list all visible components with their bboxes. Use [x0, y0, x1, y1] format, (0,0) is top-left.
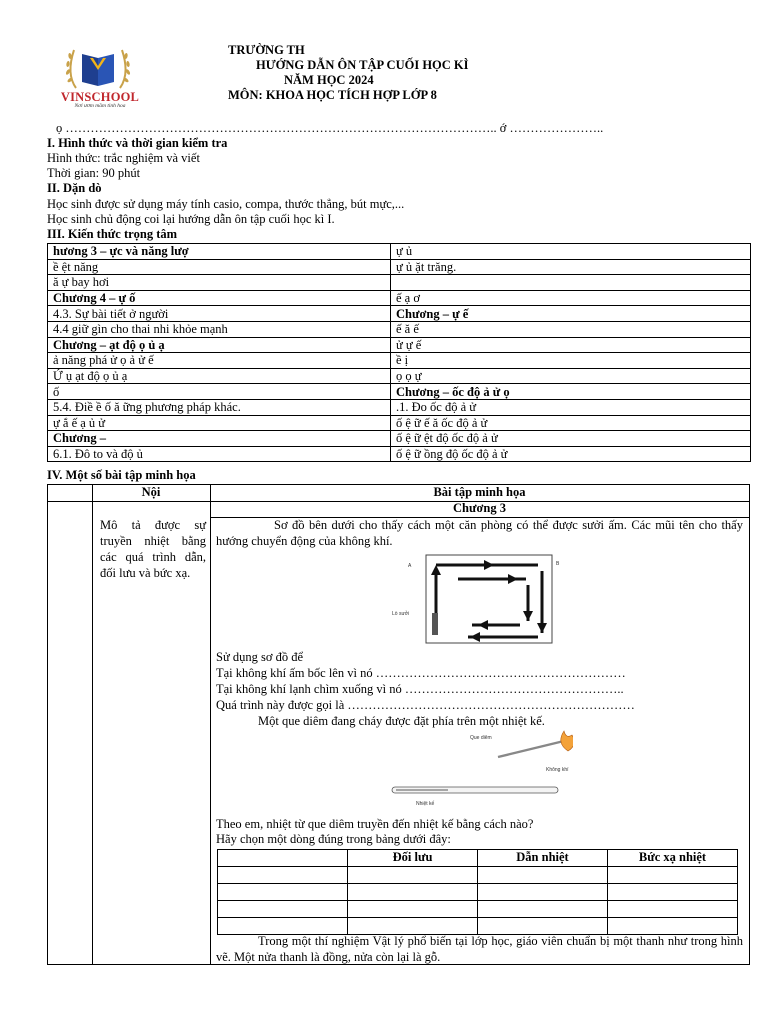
learning-outcome: Mô tả được sự truyền nhiệt bằng các quá trình dẫn, đối lưu và bức xạ.	[100, 518, 206, 580]
book-icon	[82, 54, 114, 86]
subject-line: MÔN: KHOA HỌC TÍCH HỢP LỚP 8	[228, 88, 437, 102]
knowledge-cell-right	[391, 275, 751, 291]
label-thermometer: Nhiệt kế	[416, 801, 435, 807]
knowledge-cell-left: ă ự bay hơi	[48, 275, 391, 291]
document-title: HƯỚNG DẪN ÔN TẬP CUỐI HỌC KÌ	[256, 58, 469, 72]
options-header-blank	[218, 850, 348, 867]
paragraph-rod-experiment: Trong một thí nghiệm Vật lý phổ biến tại lớp học, giáo viên chuẩn bị một thanh như trong hình vẽ. Một nửa thanh là đồng, nửa còn lại là gỗ.	[216, 934, 743, 964]
student-info-line: ọ ………………………………………………………………………………………….. ớ …………………..	[56, 121, 604, 135]
knowledge-cell-right: Chương – ốc độ ả ử ọ	[391, 384, 751, 400]
knowledge-row	[48, 415, 751, 431]
match-stick-icon	[498, 741, 564, 757]
knowledge-cell-left: ề ệt năng	[48, 259, 391, 275]
knowledge-cell-right: ố ệ ữ ồng độ ốc độ ả ử	[391, 446, 751, 462]
knowledge-row	[48, 353, 751, 369]
label-match: Que diêm	[470, 735, 492, 741]
answer-options-table	[217, 849, 738, 935]
knowledge-cell-right: ố ệ ữ ệt độ ốc độ ả ử	[391, 431, 751, 447]
knowledge-cell-left: ự ắ ế ạ ủ ử	[48, 415, 391, 431]
section-4-title: IV. Một số bài tập minh họa	[47, 468, 196, 482]
section-3-title: III. Kiến thức trọng tâm	[47, 227, 178, 241]
label-b: B	[556, 561, 560, 567]
question-process-name: Quá trình này được gọi là ……………………………………………………………	[216, 698, 635, 712]
knowledge-row	[48, 275, 751, 291]
knowledge-cell-left: Chương 4 – ự ố	[48, 290, 391, 306]
paragraph-heating: Sơ đồ bên dưới cho thấy cách một căn phòng có thể được sưởi ấm. Các mũi tên cho thấy hướng chuyển động của không khí.	[216, 518, 743, 548]
use-diagram-line: Sử dụng sơ đồ để	[216, 650, 303, 664]
section-1-format: Hình thức: trắc nghiệm và viết	[47, 151, 200, 165]
knowledge-row	[48, 368, 751, 384]
section-2-title: II. Dặn dò	[47, 181, 102, 195]
knowledge-cell-left: Ứ ụ ạt độ ọ ủ ạ	[48, 368, 391, 384]
label-air: Không khí	[546, 767, 569, 773]
convection-diagram	[388, 553, 563, 649]
knowledge-row	[48, 337, 751, 353]
knowledge-cell-right: ế ạ ơ	[391, 290, 751, 306]
match-thermometer-diagram	[388, 729, 573, 809]
heater-icon	[432, 613, 438, 635]
knowledge-cell-left: ả năng phá ử ọ ả ử ế	[48, 353, 391, 369]
knowledge-row	[48, 399, 751, 415]
knowledge-cell-left: hương 3 – ực và năng lượ	[48, 244, 391, 260]
question-cold-air: Tại không khí lạnh chìm xuống vì nó ……………………………………………..	[216, 682, 624, 696]
knowledge-cell-left: Chương – ạt độ ọ ủ ạ	[48, 337, 391, 353]
label-heater: Lò sưởi	[392, 611, 410, 617]
paragraph-match: Một que diêm đang cháy được đặt phía trên một nhiệt kế.	[258, 714, 545, 728]
knowledge-row	[48, 431, 751, 447]
knowledge-cell-right: ọ ọ ự	[391, 368, 751, 384]
section-2-line-2: Học sinh chủ động coi lại hướng dẫn ôn tập cuối học kì I.	[47, 212, 335, 226]
knowledge-row	[48, 259, 751, 275]
logo-wordmark: VINSCHOOL	[60, 90, 140, 104]
airflow-arrow-icon	[436, 565, 542, 637]
options-header-conduction: Dẫn nhiệt	[478, 850, 608, 867]
knowledge-cell-left: 4.3. Sự bài tiết ở người	[48, 306, 391, 322]
label-a: A	[408, 563, 412, 569]
knowledge-cell-left: 6.1. Đô to và độ ủ	[48, 446, 391, 462]
section-1-title: I. Hình thức và thời gian kiểm tra	[47, 136, 228, 150]
knowledge-table	[47, 243, 751, 462]
chapter-heading: Chương 3	[453, 501, 506, 515]
school-year: NĂM HỌC 2024	[284, 73, 374, 87]
question-warm-air: Tại không khí ấm bốc lên vì nó ……………………………………………………	[216, 666, 626, 680]
exercise-table	[47, 484, 750, 965]
knowledge-row	[48, 446, 751, 462]
options-header-row	[218, 850, 738, 867]
knowledge-cell-right: ử ự ế	[391, 337, 751, 353]
knowledge-cell-right: ế ă ế	[391, 321, 751, 337]
options-header-convection: Đối lưu	[348, 850, 478, 867]
knowledge-row	[48, 384, 751, 400]
knowledge-cell-left: 4.4 giữ gìn cho thai nhi khỏe mạnh	[48, 321, 391, 337]
knowledge-cell-right: ự ủ ặt trăng.	[391, 259, 751, 275]
logo-tagline: Nơi ươm mầm tinh hoa	[74, 103, 126, 109]
knowledge-cell-left: ố	[48, 384, 391, 400]
knowledge-cell-right: ề ị	[391, 353, 751, 369]
knowledge-cell-right: Chương – ự ế	[391, 306, 751, 322]
col-header-content: Nội	[141, 485, 161, 499]
section-1-time: Thời gian: 90 phút	[47, 166, 141, 180]
question-heat-transfer: Theo em, nhiệt từ que diêm truyền đến nhiệt kế bằng cách nào?	[216, 817, 534, 831]
option-row[interactable]	[218, 884, 738, 901]
knowledge-cell-right: ự ủ	[391, 244, 751, 260]
knowledge-row	[48, 244, 751, 260]
flame-icon	[561, 731, 573, 751]
options-header-radiation: Bức xạ nhiệt	[608, 850, 738, 867]
knowledge-cell-left: 5.4. Điề ề ố ă ững phương pháp khác.	[48, 399, 391, 415]
knowledge-row	[48, 290, 751, 306]
option-row[interactable]	[218, 867, 738, 884]
knowledge-row	[48, 306, 751, 322]
option-row[interactable]	[218, 901, 738, 918]
section-2-line-1: Học sinh được sử dụng máy tính casio, compa, thước thẳng, bút mực,...	[47, 197, 405, 211]
question-choose-row: Hãy chọn một dòng đúng trong bảng dưới đây:	[216, 832, 451, 846]
school-name: TRƯỜNG TH	[228, 43, 305, 57]
knowledge-cell-right: .1. Đo ốc độ ả ử	[391, 399, 751, 415]
knowledge-cell-left: Chương –	[48, 431, 391, 447]
knowledge-row	[48, 321, 751, 337]
col-header-exercises: Bài tập minh họa	[433, 485, 526, 499]
knowledge-cell-right: ố ệ ữ ế ă ốc độ ả ử	[391, 415, 751, 431]
option-row[interactable]	[218, 918, 738, 935]
